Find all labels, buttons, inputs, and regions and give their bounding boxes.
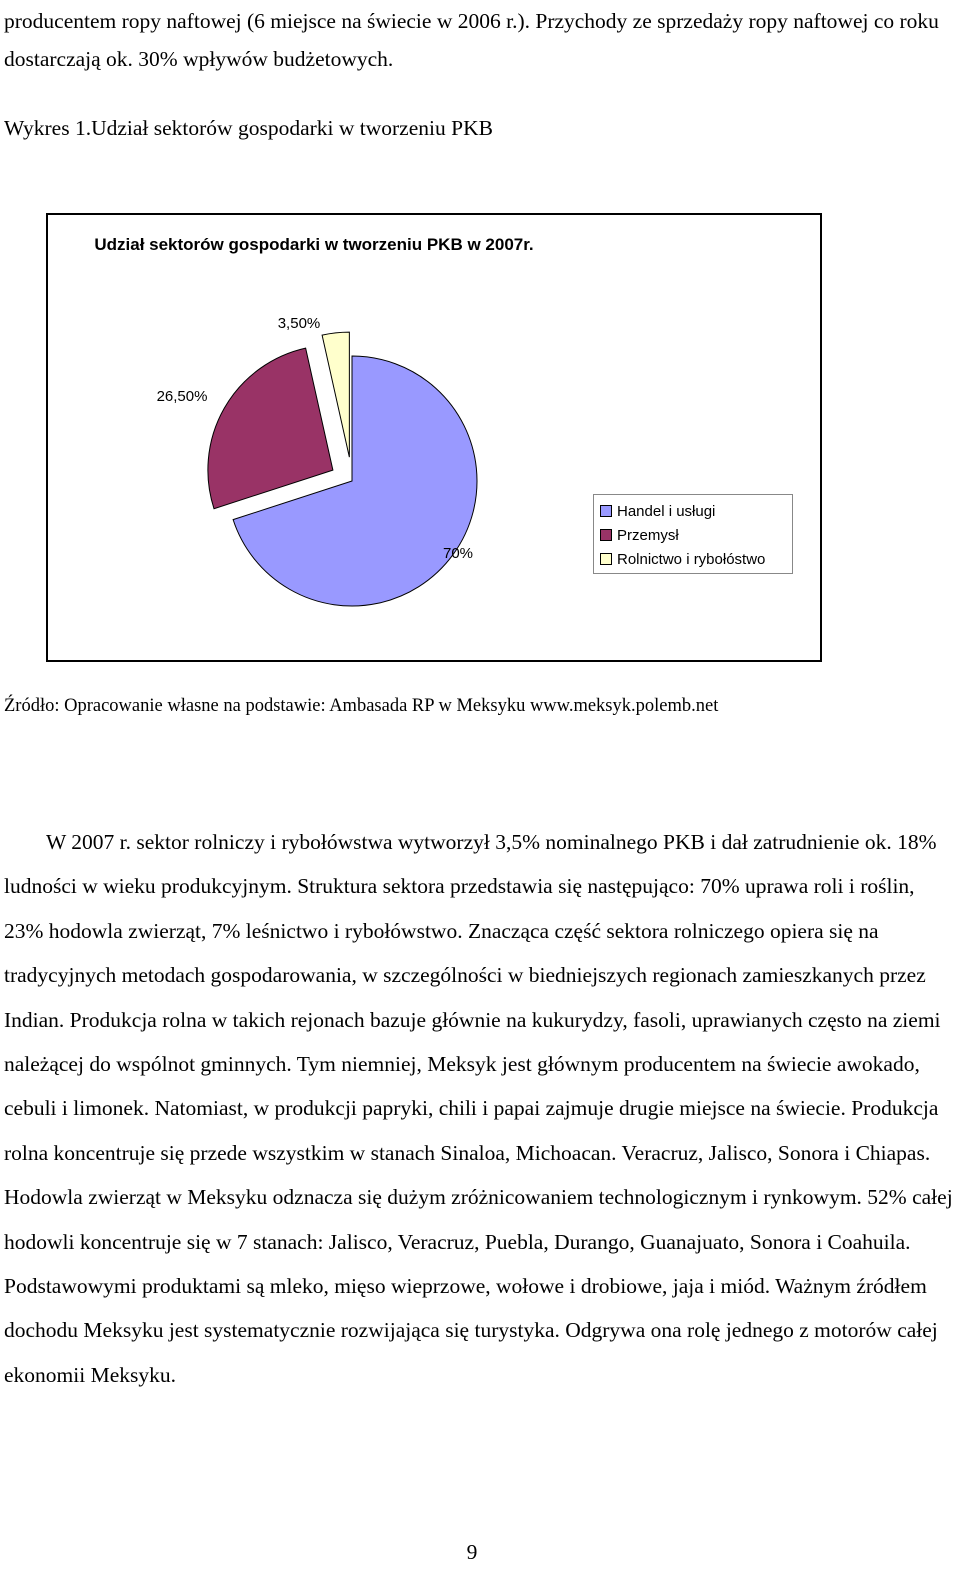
data-label-przemysl: 26,50% — [156, 388, 208, 405]
legend-label-przemysl: Przemysł — [617, 526, 679, 544]
slice-przemysl — [208, 348, 333, 509]
legend-item-przemysl — [600, 523, 792, 547]
legend-label-handel: Handel i usługi — [617, 502, 716, 520]
body-paragraph: W 2007 r. sektor rolniczy i rybołówstwa wytworzył 3,5% nominalnego PKB i dał zatrudnienie ok. 18% ludności w wieku produkcyjnym. Struktura sektora przedstawia się następująco: 70% uprawa roli i roślin, 23% hodowla zwierząt, 7% leśnictwo i rybołówstwo. Znacząca część sektora rolniczego opiera się na tradycyjnych metodach gospodarowania, w szczególności w biedniejszych regionach zamieszkanych przez Indian. Produkcja rolna w takich rejonach bazuje głównie na kukurydzy, fasoli, uprawianych często na ziemi należącej do wspólnot gminnych. Tym niemniej, Meksyk jest głównym producentem na świecie awokado, cebuli i limonek. Natomiast, w produkcji papryki, chili i papai zajmuje drugie miejsce na świecie. Produkcja rolna koncentruje się przede wszystkim w stanach Sinaloa, Michoacan. Veracruz, Jalisco, Sonora i Chiapas. Hodowla zwierząt w Meksyku odznacza się dużym zróżnicowaniem technologicznym i rynkowym. 52% całej hodowli koncentruje się w 7 stanach: Jalisco, Veracruz, Puebla, Durango, Guanajuato, Sonora i Coahuila. Podstawowymi produktami są mleko, mięso wieprzowe, wołowe i drobiowe, jaja i miód. Ważnym źródłem dochodu Meksyku jest systematycznie rozwijająca się turystyka. Odgrywa ona rolę jednego z motorów całej ekonomii Meksyku. — [4, 830, 953, 1387]
legend-label-rolnictwo: Rolnictwo i rybołóstwo — [617, 550, 766, 568]
legend-swatch-rolnictwo — [600, 553, 612, 565]
figure-caption: Wykres 1.Udział sektorów gospodarki w tworzeniu PKB — [4, 116, 493, 140]
page-number: 9 — [466, 1540, 478, 1564]
legend-swatch-przemysl — [600, 529, 612, 541]
data-label-handel: 70% — [442, 545, 474, 562]
chart-title: Udział sektorów gospodarki w tworzeniu PKB w 2007r. — [94, 235, 534, 254]
intro-paragraph: producentem ropy naftowej (6 miejsce na świecie w 2006 r.). Przychody ze sprzedaży ropy naftowej co roku dostarczają ok. 30% wpływów budżetowych. — [4, 9, 939, 71]
legend-item-rolnictwo — [600, 547, 792, 571]
pie-slices — [208, 332, 477, 606]
chart-legend — [593, 494, 793, 574]
data-label-rolnictwo: 3,50% — [277, 315, 321, 332]
source-note: Źródło: Opracowanie własne na podstawie: Ambasada RP w Meksyku www.meksyk.polemb.net — [4, 696, 719, 716]
pie-chart-frame — [46, 213, 822, 662]
legend-swatch-handel — [600, 505, 612, 517]
legend-item-handel — [600, 499, 792, 523]
pie-chart — [48, 215, 820, 660]
